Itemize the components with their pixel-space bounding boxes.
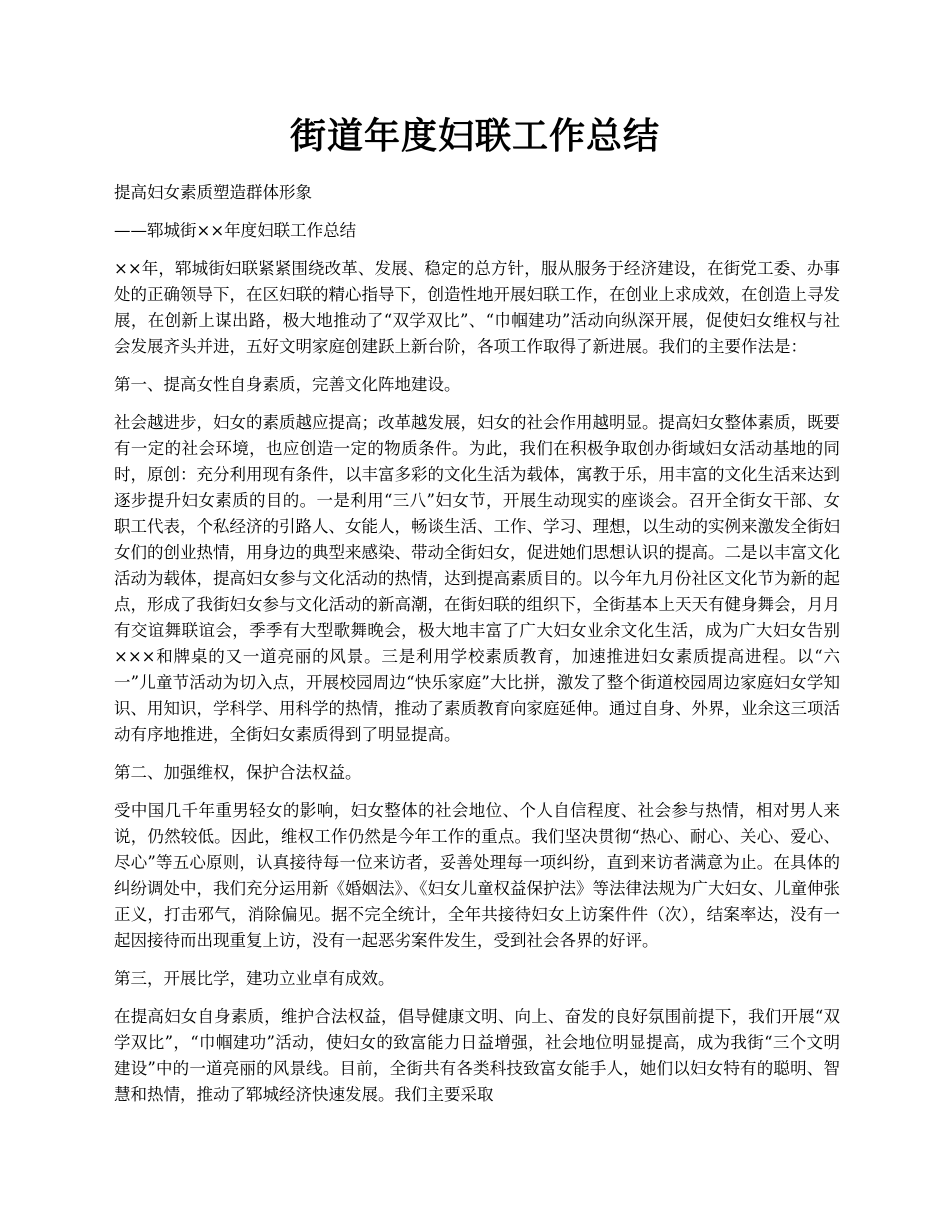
section-3-paragraph: 在提高妇女自身素质，维护合法权益，倡导健康文明、向上、奋发的良好氛围前提下，我们开展“双学双比”，“巾帼建功”活动，使妇女的致富能力日益增强，社会地位明显提高，成为我街“三个文明建设”中的一道亮丽的风景线。目前，全街共有各类科技致富女能手人，她们以妇女特有的聪明、智慧和热情，推动了郓城经济快速发展。我们主要采取 xyxy=(114,1007,840,1104)
document-body xyxy=(114,180,840,1120)
intro-paragraph: ××年，郓城街妇联紧紧围绕改革、发展、稳定的总方针，服从服务于经济建设，在街党工委、办事处的正确领导下，在区妇联的精心指导下，创造性地开展妇联工作，在创业上求成效，在创造上寻发展，在创新上谋出路，极大地推动了“双学双比”、“巾帼建功”活动向纵深开展，促使妇女维权与社会发展齐头并进，五好文明家庭创建跃上新台阶，各项工作取得了新进展。我们的主要作法是： xyxy=(114,259,840,356)
section-heading-3: 第三，开展比学，建功立业卓有成效。 xyxy=(114,969,395,988)
section-2-paragraph: 受中国几千年重男轻女的影响，妇女整体的社会地位、个人自信程度、社会参与热情，相对男人来说，仍然较低。因此，维权工作仍然是今年工作的重点。我们坚决贯彻“热心、耐心、关心、爱心、尽心”等五心原则，认真接待每一位来访者，妥善处理每一项纠纷，直到来访者满意为止。在具体的纠纷调处中，我们充分运用新《婚姻法》、《妇女儿童权益保护法》等法律法规为广大妇女、儿童伸张正义，打击邪气，消除偏见。据不完全统计，全年共接待妇女上访案件件（次），结案率达，没有一起因接待而出现重复上访，没有一起恶劣案件发生，受到社会各界的好评。 xyxy=(114,801,840,950)
section-heading-2: 第二、加强维权，保护合法权益。 xyxy=(114,763,362,782)
subtitle-paragraph: 提高妇女素质塑造群体形象 xyxy=(114,183,312,202)
section-1-paragraph: 社会越进步，妇女的素质越应提高；改革越发展，妇女的社会作用越明显。提高妇女整体素质，既要有一定的社会环境，也应创造一定的物质条件。为此，我们在积极争取创办街域妇女活动基地的同时，原创：充分利用现有条件，以丰富多彩的文化生活为载体，寓教于乐，用丰富的文化生活来达到逐步提升妇女素质的目的。一是利用“三八”妇女节，开展生动现实的座谈会。召开全街女干部、女职工代表，个私经济的引路人、女能人，畅谈生活、工作、学习、理想，以生动的实例来激发全街妇女们的创业热情，用身边的典型来感染、带动全街妇女，促进她们思想认识的提高。二是以丰富文化活动为载体，提高妇女参与文化活动的热情，达到提高素质目的。以今年九月份社区文化节为新的起点，形成了我街妇女参与文化活动的新高潮，在街妇联的组织下，全街基本上天天有健身舞会，月月有交谊舞联谊会，季季有大型歌舞晚会，极大地丰富了广大妇女业余文化生活，成为广大妇女告别×××和牌桌的又一道亮丽的风景。三是利用学校素质教育，加速推进妇女素质提高进程。以“六一”儿童节活动为切入点，开展校园周边“快乐家庭”大比拼，激发了整个街道校园周边家庭妇女学知识、用知识，学科学、用科学的热情，推动了素质教育向家庭延伸。通过自身、外界，业余这三项活动有序地推进，全街妇女素质得到了明显提高。 xyxy=(114,413,840,744)
document-title: 街道年度妇联工作总结 xyxy=(289,115,660,157)
section-heading-1: 第一、提高女性自身素质，完善文化阵地建设。 xyxy=(114,375,461,394)
byline-paragraph: ——郓城街××年度妇联工作总结 xyxy=(114,221,357,240)
